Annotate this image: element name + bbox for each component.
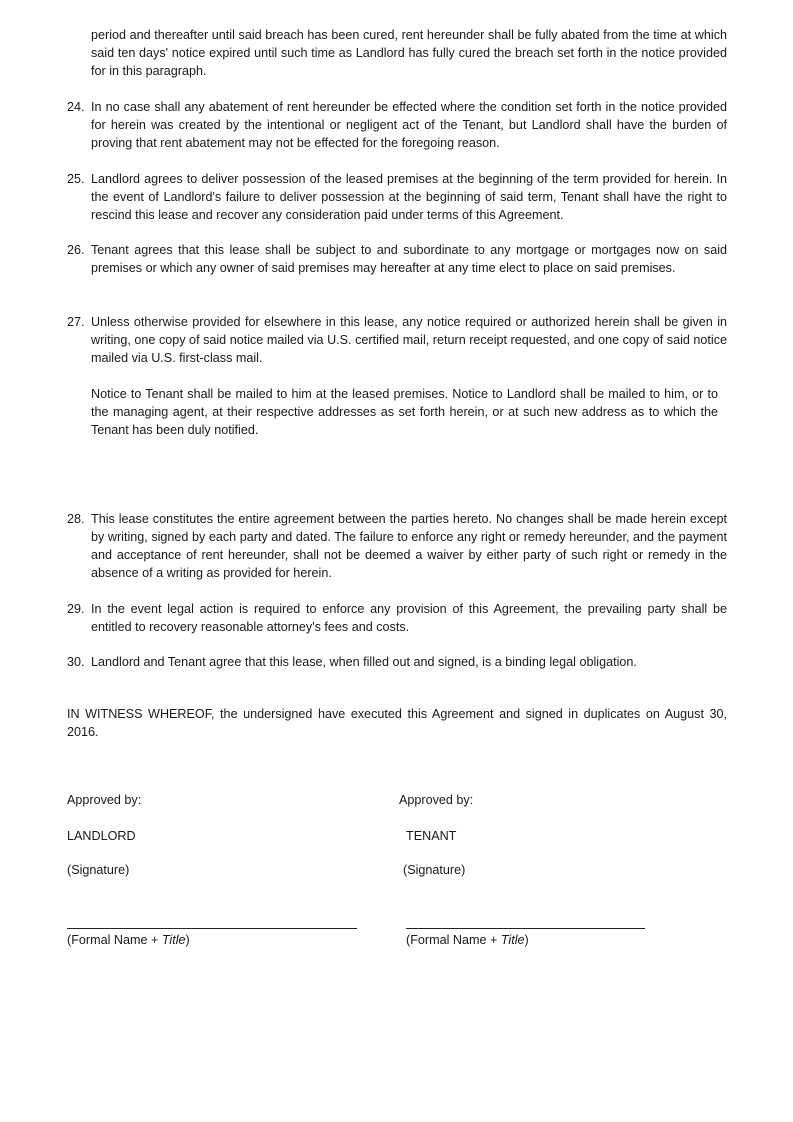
landlord-name-suffix: ) <box>185 933 190 947</box>
tenant-signature-line <box>406 928 645 929</box>
clause-number-24: 24. <box>67 100 85 114</box>
tenant-name-title: Title <box>500 933 525 947</box>
tenant-formal-name-label <box>406 931 529 949</box>
clause-continuation: period and thereafter until said breach has been cured, rent hereunder shall be fully abated from the time at which said ten days' notice expired until such time as Landlord has fully cured the breach set forth in the notice provided for in this paragraph. <box>91 28 727 78</box>
landlord-name-prefix: (Formal Name + <box>67 933 162 947</box>
landlord-approved-label: Approved by: <box>67 793 142 807</box>
clause-number-28: 28. <box>67 512 85 526</box>
tenant-signature-label: (Signature) <box>403 863 466 877</box>
landlord-signature-label: (Signature) <box>67 863 130 877</box>
clause-text-27: Unless otherwise provided for elsewhere in this lease, any notice required or authorized herein shall be given in writing, one copy of said notice mailed via U.S. certified mail, return receipt requested, and one copy of said notice mailed via U.S. first-class mail. <box>91 315 727 365</box>
landlord-name-title: Title <box>161 933 186 947</box>
clause-number-30: 30. <box>67 655 85 669</box>
tenant-name-suffix: ) <box>524 933 529 947</box>
clause-text-29: In the event legal action is required to enforce any provision of this Agreement, the prevailing party shall be entitled to recovery reasonable attorney's fees and costs. <box>91 602 727 634</box>
landlord-signature-line <box>67 928 357 929</box>
clause-text-25: Landlord agrees to deliver possession of the leased premises at the beginning of the term provided for herein. In the event of Landlord's failure to deliver possession at the beginning of said term, Tenant shall have the right to rescind this lease and recover any consideration paid under terms of this Agreement. <box>91 172 727 222</box>
clause-number-26: 26. <box>67 243 85 257</box>
landlord-formal-name-label <box>67 931 190 949</box>
tenant-party-label: TENANT <box>406 829 457 843</box>
clause-text-24: In no case shall any abatement of rent hereunder be effected where the condition set forth in the notice provided for herein was created by the intentional or negligent act of the Tenant, but Landlord shall have the burden of proving that rent abatement may not be effected for the foregoing reason. <box>91 100 727 150</box>
clause-text-28: This lease constitutes the entire agreement between the parties hereto. No changes shall be made herein except by writing, signed by each party and dated. The failure to enforce any right or remedy hereunder, and the payment and acceptance of rent hereunder, shall not be deemed a waiver by either party of such right or remedy in the absence of a writing as provided for herein. <box>91 512 727 580</box>
clause-27-notice-paragraph: Notice to Tenant shall be mailed to him at the leased premises. Notice to Landlord shall be mailed to him, or to the managing agent, at their respective addresses as set forth herein, or at such new address as to which the Tenant has been duly notified. <box>91 387 718 437</box>
landlord-party-label: LANDLORD <box>67 829 136 843</box>
tenant-approved-label: Approved by: <box>399 793 474 807</box>
witness-statement: IN WITNESS WHEREOF, the undersigned have executed this Agreement and signed in duplicates on August 30, 2016. <box>67 707 727 739</box>
clause-text-30: Landlord and Tenant agree that this lease, when filled out and signed, is a binding legal obligation. <box>91 655 637 669</box>
clause-number-27: 27. <box>67 315 85 329</box>
clause-text-26: Tenant agrees that this lease shall be subject to and subordinate to any mortgage or mortgages now on said premises or which any owner of said premises may hereafter at any time elect to place on said premises. <box>91 243 727 275</box>
clause-number-29: 29. <box>67 602 85 616</box>
tenant-name-prefix: (Formal Name + <box>406 933 501 947</box>
clause-number-25: 25. <box>67 172 85 186</box>
